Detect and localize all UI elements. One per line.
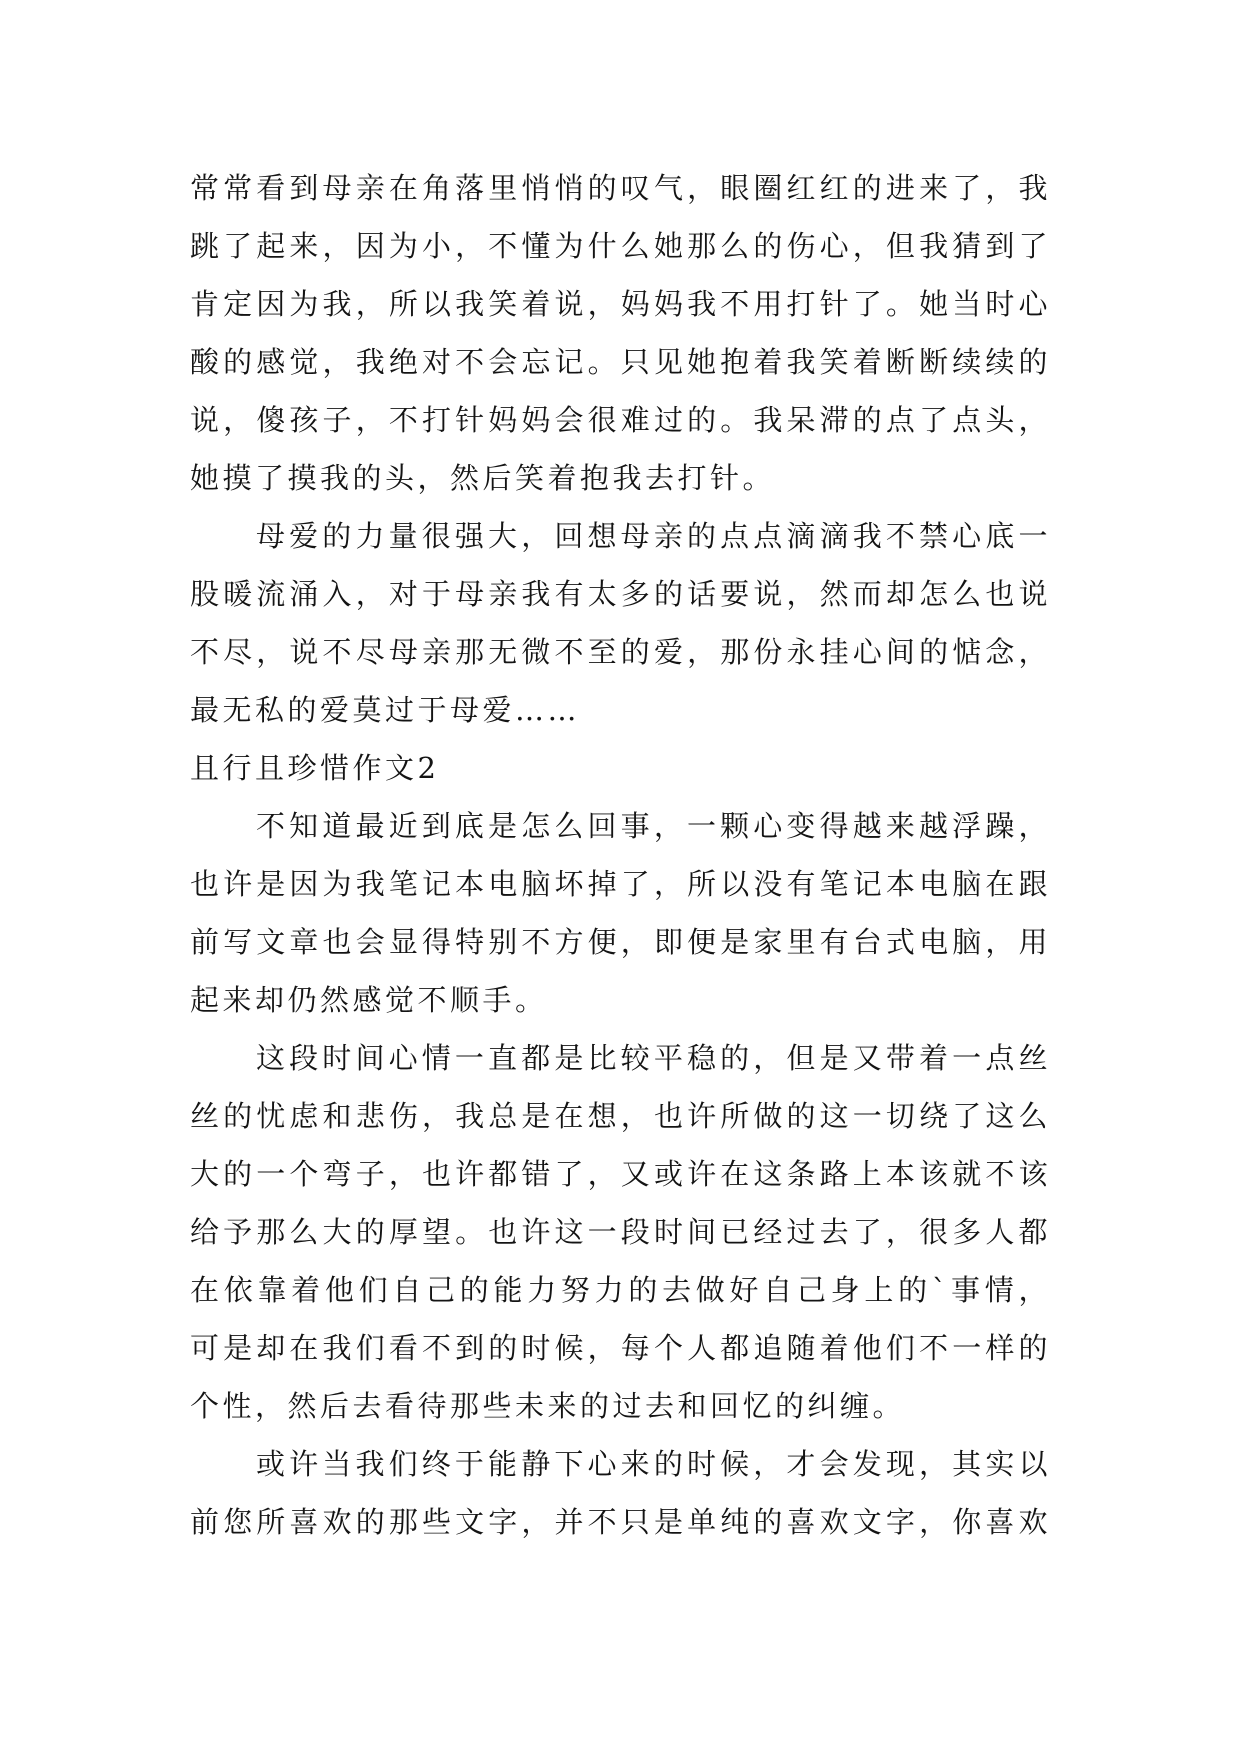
text-line: 酸的感觉，我绝对不会忘记。只见她抱着我笑着断断续续的 [190,345,1051,379]
text-line: 股暖流涌入，对于母亲我有太多的话要说，然而却怎么也说 [190,577,1051,611]
text-line: 说，傻孩子，不打针妈妈会很难过的。我呆滞的点了点头， [190,403,1051,437]
text-line: 不知道最近到底是怎么回事，一颗心变得越来越浮躁， [256,809,1051,843]
document-body [190,159,1051,1551]
text-line: 她摸了摸我的头，然后笑着抱我去打针。 [190,461,776,495]
text-line: 可是却在我们看不到的时候，每个人都追随着他们不一样的 [190,1331,1051,1365]
text-line: 给予那么大的厚望。也许这一段时间已经过去了，很多人都 [190,1215,1051,1249]
text-line: 在依靠着他们自己的能力努力的去做好自己身上的`事情， [190,1273,1051,1307]
paragraph [190,1029,1051,1435]
paragraph [190,507,1051,739]
essay-title: 且行且珍惜作文2 [190,751,440,785]
text-line: 也许是因为我笔记本电脑坏掉了，所以没有笔记本电脑在跟 [190,867,1051,901]
text-line: 丝的忧虑和悲伤，我总是在想，也许所做的这一切绕了这么 [190,1099,1051,1133]
text-line: 最无私的爱莫过于母爱…… [190,693,581,727]
text-line: 前写文章也会显得特别不方便，即便是家里有台式电脑，用 [190,925,1051,959]
text-line: 这段时间心情一直都是比较平稳的，但是又带着一点丝 [256,1041,1051,1075]
text-line: 个性，然后去看待那些未来的过去和回忆的纠缠。 [190,1389,906,1423]
paragraph [190,797,1051,1029]
text-line: 母爱的力量很强大，回想母亲的点点滴滴我不禁心底一 [256,519,1051,553]
text-line: 常常看到母亲在角落里悄悄的叹气，眼圈红红的进来了，我 [190,171,1051,205]
paragraph [190,1435,1051,1551]
paragraph [190,159,1051,507]
text-line: 起来却仍然感觉不顺手。 [190,983,548,1017]
text-line: 前您所喜欢的那些文字，并不只是单纯的喜欢文字，你喜欢 [190,1505,1051,1539]
text-line: 不尽，说不尽母亲那无微不至的爱，那份永挂心间的惦念， [190,635,1051,669]
text-line: 肯定因为我，所以我笑着说，妈妈我不用打针了。她当时心 [190,287,1051,321]
text-line: 大的一个弯子，也许都错了，又或许在这条路上本该就不该 [190,1157,1051,1191]
text-line: 或许当我们终于能静下心来的时候，才会发现，其实以 [256,1447,1051,1481]
text-line: 跳了起来，因为小，不懂为什么她那么的伤心，但我猜到了 [190,229,1051,263]
